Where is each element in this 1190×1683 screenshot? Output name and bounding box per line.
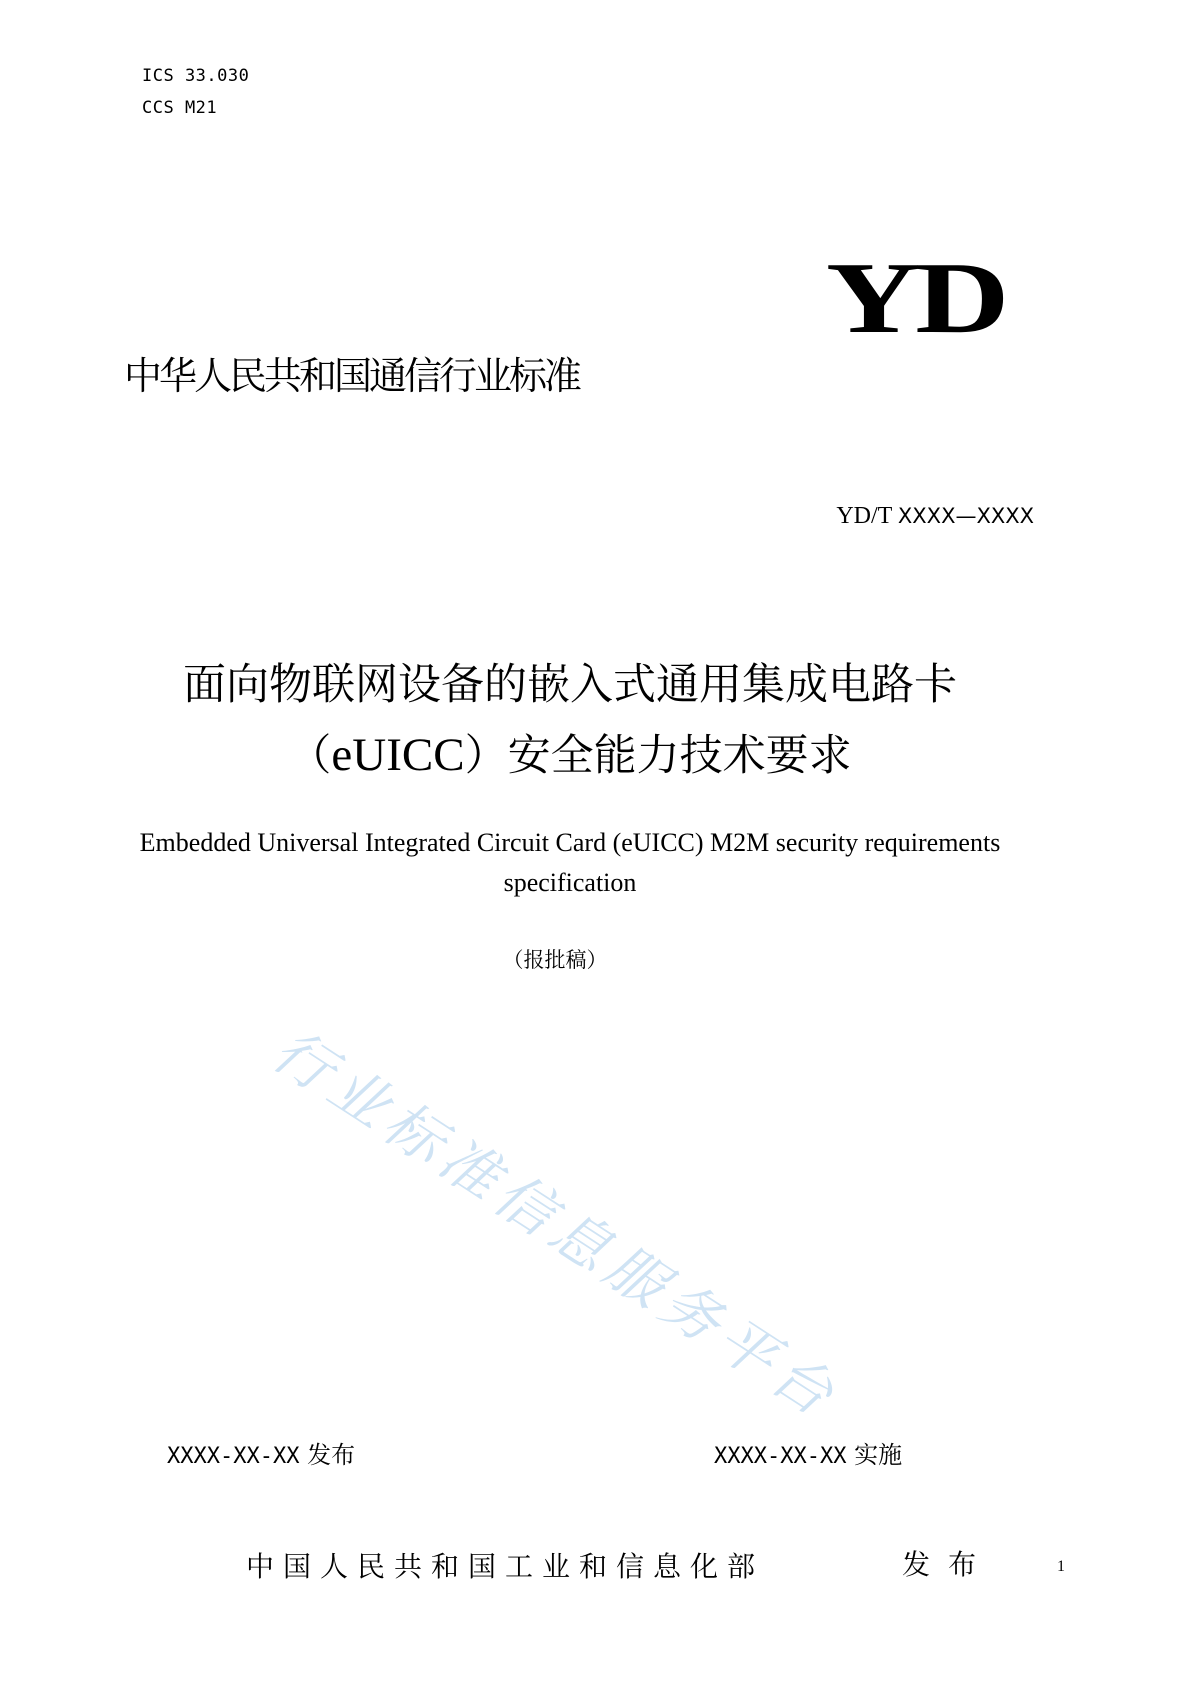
title-line-2-rest: ）安全能力技术要求 <box>464 731 852 781</box>
issuing-authority: 中国人民共和国工业和信息化部 <box>246 1550 765 1583</box>
standard-number <box>836 503 1034 530</box>
title-chinese-line-2 <box>0 720 1140 791</box>
issue-date <box>167 1435 355 1470</box>
title-english <box>0 823 1140 903</box>
ics-code: ICS 33.030 <box>142 66 250 86</box>
title-english-line-1: Embedded Universal Integrated Circuit Card (eUICC) M2M security requirements <box>139 828 1001 857</box>
ccs-code: CCS M21 <box>142 98 218 118</box>
standard-number-code: XXXX—XXXX <box>897 504 1034 528</box>
page-number: 1 <box>1057 1558 1065 1575</box>
yd-logo: YD <box>826 242 1005 355</box>
title-euicc: eUICC <box>331 729 465 781</box>
standard-type: 中华人民共和国通信行业标准 <box>124 354 580 398</box>
implementation-date-code: XXXX-XX-XX <box>714 1444 847 1469</box>
standard-number-prefix: YD/T <box>836 503 898 529</box>
classification-codes <box>142 60 249 124</box>
title-chinese <box>0 650 1140 791</box>
implementation-date-label: 实施 <box>854 1441 903 1469</box>
draft-status: （报批稿） <box>502 948 608 972</box>
title-chinese-line-1: 面向物联网设备的嵌入式通用集成电路卡 <box>183 660 957 710</box>
implementation-date <box>714 1435 902 1470</box>
title-open-paren: （ <box>288 731 332 781</box>
issue-label: 发布 <box>902 1548 995 1581</box>
title-english-line-2: specification <box>503 868 637 897</box>
watermark: 行业标准信息服务平台 <box>260 1015 852 1433</box>
issue-date-label: 发布 <box>307 1441 356 1469</box>
issue-date-code: XXXX-XX-XX <box>167 1444 300 1469</box>
